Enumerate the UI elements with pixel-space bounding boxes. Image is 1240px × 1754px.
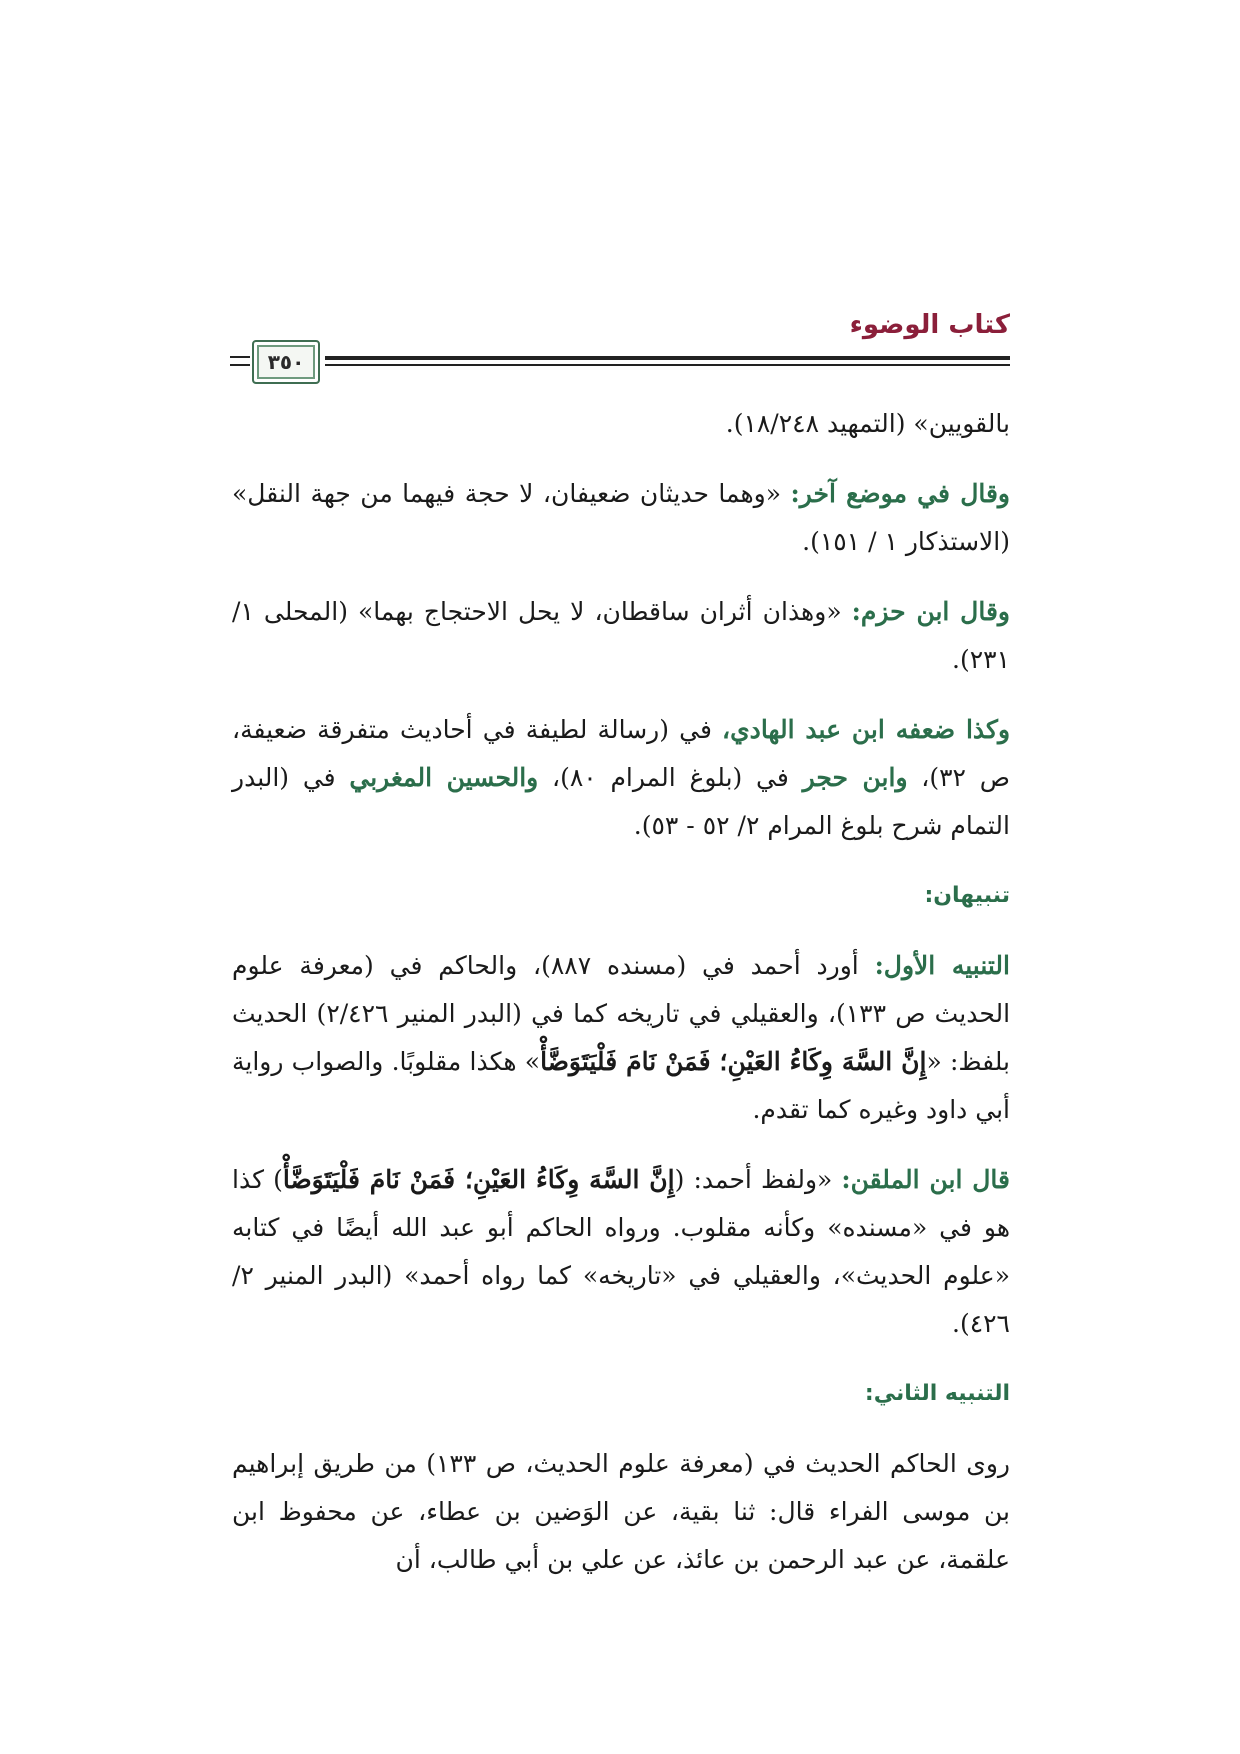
book-title: كتاب الوضوء — [849, 310, 1010, 340]
paragraph-text: «ولفظ أحمد: ( — [674, 1165, 842, 1194]
paragraph-2 — [232, 470, 1010, 566]
paragraph-text: «وهما حديثان ضعيفان، لا حجة فيهما من جهة النقل» (الاستذكار ١ / ١٥١). — [232, 479, 1010, 556]
paragraph-text: » هكذا مقلوبًا. والصواب رواية أبي داود وغيره كما تقدم. — [232, 1047, 1010, 1124]
paragraph-text: في (البدر التمام شرح بلوغ المرام ٢/ ٥٢ - ٥٣). — [232, 763, 1010, 840]
paragraph-4 — [232, 706, 1010, 850]
header-rule — [325, 356, 1010, 360]
paragraph-1 — [232, 400, 1010, 448]
paragraph-text: ) كذا هو في «مسنده» وكأنه مقلوب. ورواه الحاكم أبو عبد الله أيضًا في كتابه «علوم الحديث»، والعقيلي في «تاريخه» كما رواه أحمد» (البدر المنير ٢/ ٤٢٦). — [232, 1165, 1010, 1338]
paragraph-text: «وهذان أثران ساقطان، لا يحل الاحتجاج بهما» (المحلى ١/ ٢٣١). — [232, 597, 1010, 674]
paragraph-lead: قال ابن الملقن: — [841, 1165, 1010, 1194]
section-heading-second-note: التنبيه الثاني: — [864, 1381, 1010, 1406]
paragraph-7 — [232, 1440, 1010, 1584]
paragraph-text: أورد أحمد في (مسنده ٨٨٧)، والحاكم في (معرفة علوم الحديث ص ١٣٣)، والعقيلي في تاريخه كما في (البدر المنير ٢/٤٢٦) الحديث بلفظ: « — [232, 951, 1011, 1076]
paragraph-text: في (رسالة لطيفة في أحاديث متفرقة ضعيفة، ص ٣٢)، — [232, 715, 1010, 792]
section-heading-notes: تنبيهان: — [924, 883, 1010, 908]
header-rule-thin — [325, 364, 1010, 366]
paragraph-6 — [232, 1156, 1010, 1348]
hadith-text: إِنَّ السَّهَ وِكَاءُ العَيْنِ؛ فَمَنْ نَامَ فَلْيَتَوَضَّأْ — [540, 1047, 927, 1076]
header-rule-left-bottom — [230, 364, 250, 366]
paragraph-lead: التنبيه الأول: — [874, 951, 1010, 980]
paragraph-lead: وقال ابن حزم: — [851, 597, 1010, 626]
paragraph-text: بالقويين» (التمهيد ١٨/٢٤٨). — [725, 409, 1010, 438]
hadith-text: إِنَّ السَّهَ وِكَاءُ العَيْنِ؛ فَمَنْ نَامَ فَلْيَتَوَضَّأْ — [282, 1165, 675, 1194]
scholar-name: وابن حجر — [802, 763, 908, 792]
paragraph-text: في (بلوغ المرام ٨٠)، — [538, 763, 803, 792]
page-header — [230, 310, 1010, 385]
paragraph-3 — [232, 588, 1010, 684]
page-number-badge — [252, 340, 320, 384]
header-rule-left-top — [230, 356, 250, 358]
scholar-name: والحسين المغربي — [349, 763, 539, 792]
page-content — [232, 400, 1010, 1606]
paragraph-lead: وقال في موضع آخر: — [790, 479, 1010, 508]
paragraph-text: روى الحاكم الحديث في (معرفة علوم الحديث، ص ١٣٣) من طريق إبراهيم بن موسى الفراء قال: ثنا بقية، عن الوَضين بن عطاء، عن محفوظ ابن علقمة، عن عبد الرحمن بن عائذ، عن علي بن أبي طالب، أن — [232, 1449, 1010, 1574]
paragraph-5 — [232, 942, 1010, 1134]
page-number: ٣٥٠ — [267, 350, 305, 374]
paragraph-lead: وكذا ضعفه ابن عبد الهادي، — [722, 715, 1011, 744]
